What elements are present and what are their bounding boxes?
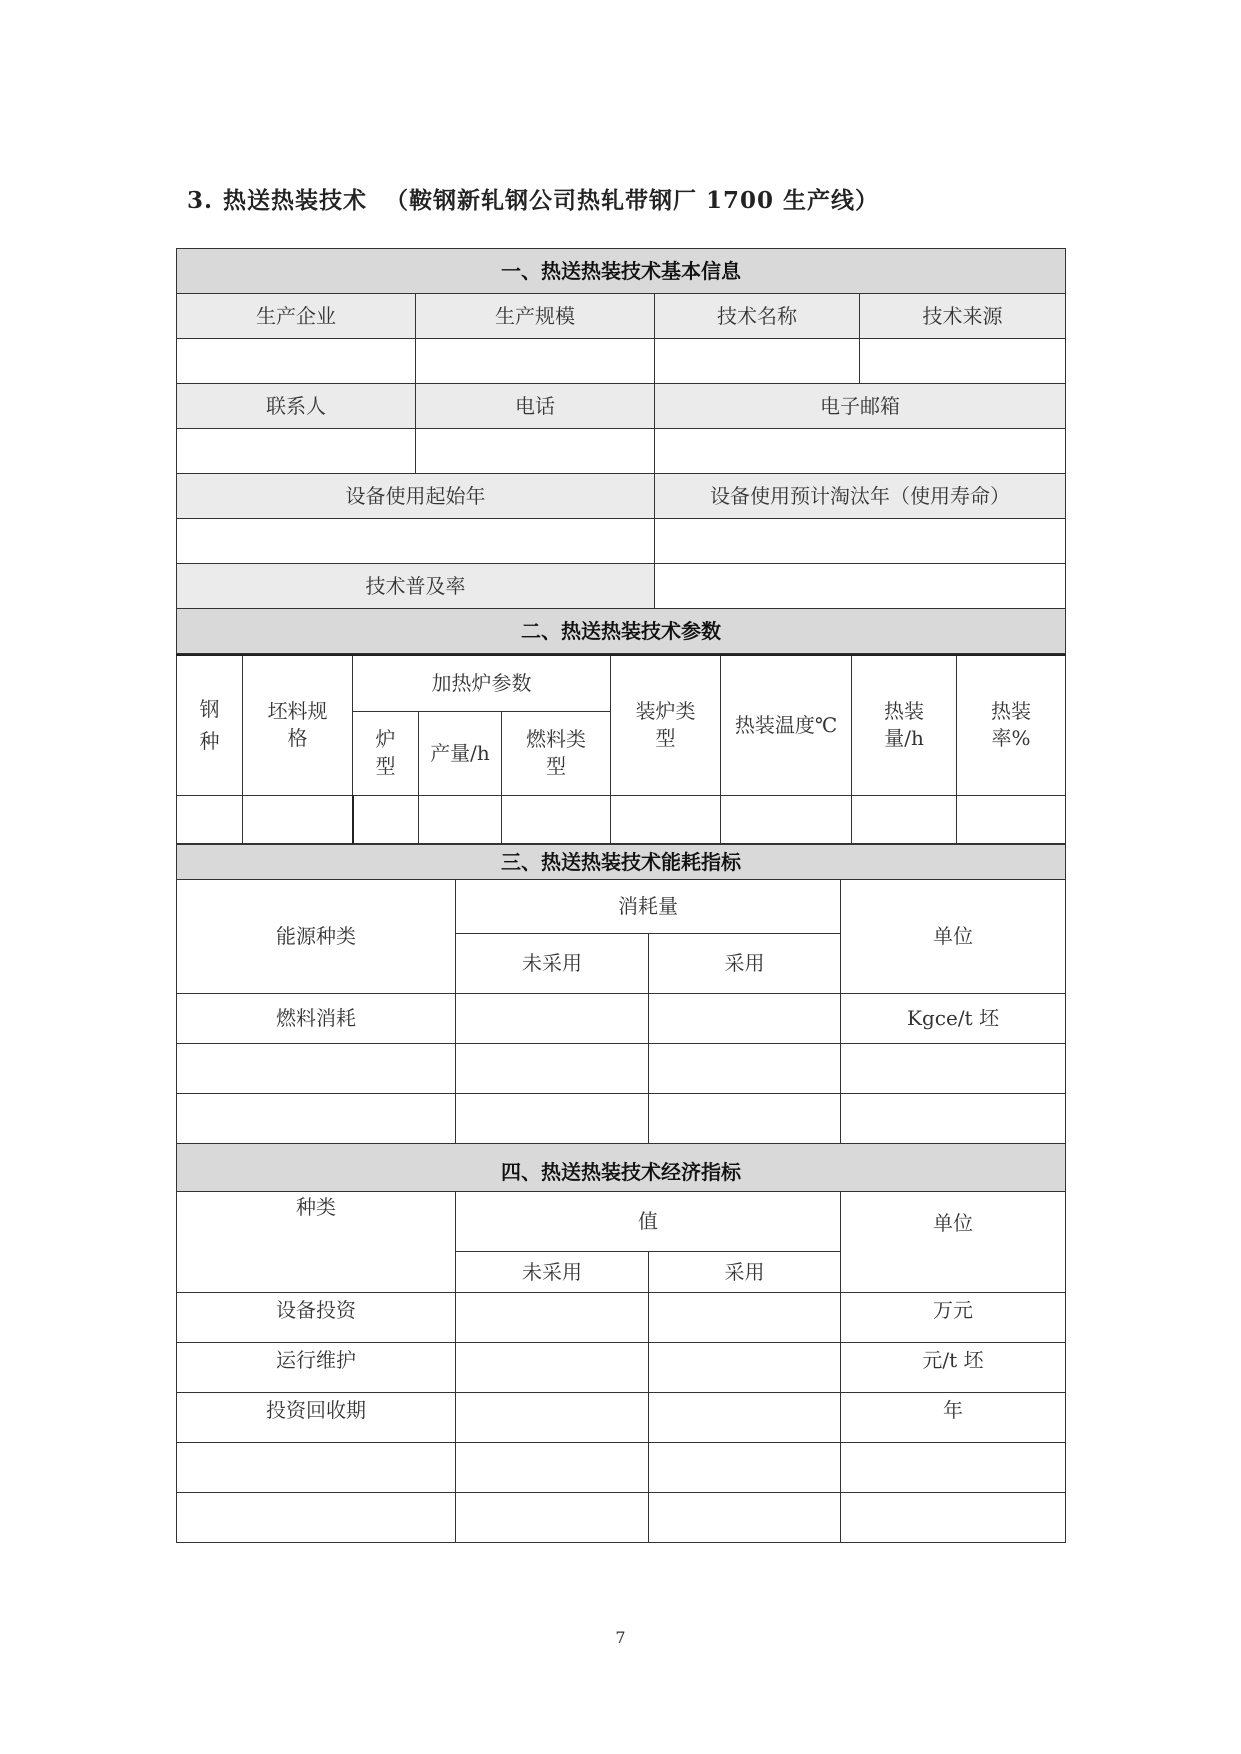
row-name[interactable] xyxy=(177,1044,456,1094)
row-unit[interactable] xyxy=(841,1044,1066,1094)
header-email: 电子邮箱 xyxy=(655,384,1066,429)
cell-adopted[interactable] xyxy=(649,1293,841,1343)
header-contact: 联系人 xyxy=(177,384,416,429)
heading-title: 热送热装技术 xyxy=(223,187,368,214)
row-unit[interactable] xyxy=(841,1094,1066,1144)
header-fuel-type: 燃料类型 xyxy=(502,711,611,795)
header-adopted: 采用 xyxy=(649,934,841,994)
header-value: 值 xyxy=(456,1192,841,1252)
basic-info-table xyxy=(176,248,1066,654)
row-name[interactable] xyxy=(177,1493,456,1543)
section1-title: 一、热送热装技术基本信息 xyxy=(177,249,1066,294)
cell-start-year[interactable] xyxy=(177,519,655,564)
table-row xyxy=(177,994,1066,1044)
header-amount: 热装量/h xyxy=(852,655,957,795)
cell-penetration[interactable] xyxy=(655,564,1066,609)
cell-amount[interactable] xyxy=(852,795,957,843)
row-name: 投资回收期 xyxy=(177,1393,456,1443)
energy-table xyxy=(176,844,1066,1144)
cell-not-adopted[interactable] xyxy=(456,994,649,1044)
row-unit: 万元 xyxy=(841,1293,1066,1343)
header-steel-type: 钢种 xyxy=(177,655,243,795)
cell-adopted[interactable] xyxy=(649,1493,841,1543)
header-not-adopted: 未采用 xyxy=(456,934,649,994)
cell-output[interactable] xyxy=(419,795,502,843)
cell-tech-name[interactable] xyxy=(655,339,860,384)
header-furnace-type: 炉型 xyxy=(353,711,419,795)
row-name: 燃料消耗 xyxy=(177,994,456,1044)
cell-billet-spec[interactable] xyxy=(243,795,353,843)
header-tech-name: 技术名称 xyxy=(655,294,860,339)
cell-fuel-type[interactable] xyxy=(502,795,611,843)
page-heading xyxy=(187,182,879,215)
row-name[interactable] xyxy=(177,1443,456,1493)
cell-adopted[interactable] xyxy=(649,1443,841,1493)
row-unit: 年 xyxy=(841,1393,1066,1443)
heading-number: 3. xyxy=(187,187,214,214)
cell-rate[interactable] xyxy=(957,795,1066,843)
cell-scale[interactable] xyxy=(416,339,655,384)
cell-steel-type[interactable] xyxy=(177,795,243,843)
header-energy-unit: 单位 xyxy=(841,880,1066,994)
row-unit[interactable] xyxy=(841,1493,1066,1543)
cell-not-adopted[interactable] xyxy=(456,1443,649,1493)
header-adopted: 采用 xyxy=(649,1252,841,1293)
header-category: 种类 xyxy=(177,1192,456,1293)
row-name[interactable] xyxy=(177,1094,456,1144)
header-econ-unit: 单位 xyxy=(841,1192,1066,1293)
cell-furnace-type[interactable] xyxy=(353,795,419,843)
cell-enterprise[interactable] xyxy=(177,339,416,384)
cell-tech-source[interactable] xyxy=(860,339,1066,384)
cell-contact[interactable] xyxy=(177,429,416,474)
header-scale: 生产规模 xyxy=(416,294,655,339)
table-row xyxy=(177,1094,1066,1144)
cell-not-adopted[interactable] xyxy=(456,1293,649,1343)
cell-not-adopted[interactable] xyxy=(456,1094,649,1144)
table-row xyxy=(177,1493,1066,1543)
header-output: 产量/h xyxy=(419,711,502,795)
cell-adopted[interactable] xyxy=(649,1094,841,1144)
page-number: 7 xyxy=(615,1628,626,1647)
row-unit[interactable] xyxy=(841,1443,1066,1493)
cell-adopted[interactable] xyxy=(649,1343,841,1393)
row-unit: Kgce/t 坯 xyxy=(841,994,1066,1044)
header-consumption: 消耗量 xyxy=(456,880,841,934)
cell-adopted[interactable] xyxy=(649,1044,841,1094)
cell-temperature[interactable] xyxy=(721,795,852,843)
table-row xyxy=(177,1443,1066,1493)
params-table xyxy=(176,654,1066,844)
cell-not-adopted[interactable] xyxy=(456,1343,649,1393)
section4-title: 四、热送热装技术经济指标 xyxy=(177,1144,1066,1192)
header-energy-type: 能源种类 xyxy=(177,880,456,994)
section2-title: 二、热送热装技术参数 xyxy=(177,609,1066,654)
row-name: 运行维护 xyxy=(177,1343,456,1393)
cell-not-adopted[interactable] xyxy=(456,1493,649,1543)
header-start-year: 设备使用起始年 xyxy=(177,474,655,519)
header-retire-year: 设备使用预计淘汰年（使用寿命） xyxy=(655,474,1066,519)
cell-charging-type[interactable] xyxy=(611,795,721,843)
table-row xyxy=(177,1044,1066,1094)
cell-adopted[interactable] xyxy=(649,1393,841,1443)
header-furnace-params: 加热炉参数 xyxy=(353,655,611,711)
cell-retire-year[interactable] xyxy=(655,519,1066,564)
heading-subtitle: （鞍钢新轧钢公司热轧带钢厂 1700 生产线） xyxy=(385,187,880,214)
header-temperature: 热装温度℃ xyxy=(721,655,852,795)
header-billet-spec: 坯料规格 xyxy=(243,655,353,795)
header-phone: 电话 xyxy=(416,384,655,429)
table-row xyxy=(177,1343,1066,1393)
table-row xyxy=(177,1393,1066,1443)
row-name: 设备投资 xyxy=(177,1293,456,1343)
header-penetration: 技术普及率 xyxy=(177,564,655,609)
table-row xyxy=(177,1293,1066,1343)
header-not-adopted: 未采用 xyxy=(456,1252,649,1293)
header-rate: 热装率% xyxy=(957,655,1066,795)
cell-not-adopted[interactable] xyxy=(456,1044,649,1094)
section3-title: 三、热送热装技术能耗指标 xyxy=(177,845,1066,880)
header-charging-type: 装炉类型 xyxy=(611,655,721,795)
cell-email[interactable] xyxy=(655,429,1066,474)
economic-table xyxy=(176,1143,1066,1543)
row-unit: 元/t 坯 xyxy=(841,1343,1066,1393)
cell-adopted[interactable] xyxy=(649,994,841,1044)
cell-not-adopted[interactable] xyxy=(456,1393,649,1443)
cell-phone[interactable] xyxy=(416,429,655,474)
header-tech-source: 技术来源 xyxy=(860,294,1066,339)
header-enterprise: 生产企业 xyxy=(177,294,416,339)
